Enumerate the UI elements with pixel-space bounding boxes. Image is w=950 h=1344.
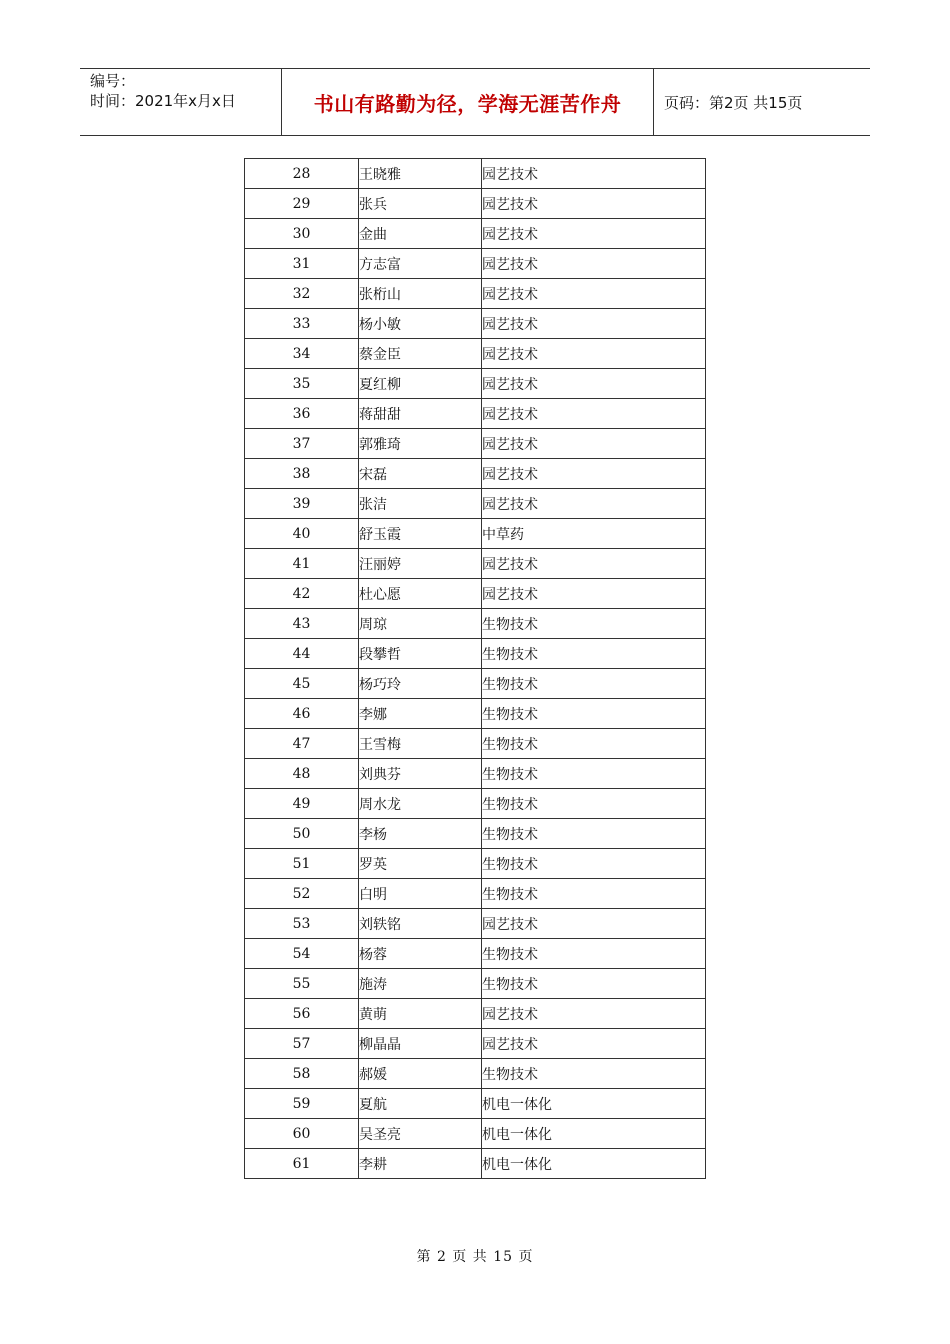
row-number-cell: 42	[245, 579, 359, 609]
table-row	[245, 159, 706, 189]
major-cell: 园艺技术	[482, 189, 706, 219]
major-cell: 生物技术	[482, 729, 706, 759]
student-name-cell: 夏航	[359, 1089, 482, 1119]
row-number-cell: 61	[245, 1149, 359, 1179]
page-footer: 第 2 页 共 15 页	[416, 1249, 534, 1265]
row-number-cell: 43	[245, 609, 359, 639]
major-cell: 园艺技术	[482, 459, 706, 489]
page-header	[80, 68, 870, 136]
major-cell: 机电一体化	[482, 1149, 706, 1179]
row-number-cell: 29	[245, 189, 359, 219]
row-number-cell: 41	[245, 549, 359, 579]
table-row	[245, 909, 706, 939]
header-motto: 书山有路勤为径，学海无涯苦作舟	[282, 69, 654, 135]
row-number-cell: 38	[245, 459, 359, 489]
student-name-cell: 金曲	[359, 219, 482, 249]
student-name-cell: 刘轶铭	[359, 909, 482, 939]
row-number-cell: 31	[245, 249, 359, 279]
row-number-cell: 52	[245, 879, 359, 909]
row-number-cell: 55	[245, 969, 359, 999]
row-number-cell: 49	[245, 789, 359, 819]
table-row	[245, 489, 706, 519]
student-name-cell: 宋磊	[359, 459, 482, 489]
major-cell: 生物技术	[482, 669, 706, 699]
table-row	[245, 729, 706, 759]
table-row	[245, 939, 706, 969]
major-cell: 园艺技术	[482, 579, 706, 609]
student-name-cell: 李娜	[359, 699, 482, 729]
major-cell: 园艺技术	[482, 279, 706, 309]
major-cell: 园艺技术	[482, 219, 706, 249]
row-number-cell: 32	[245, 279, 359, 309]
table-row	[245, 579, 706, 609]
student-name-cell: 杜心愿	[359, 579, 482, 609]
table-row	[245, 849, 706, 879]
row-number-cell: 47	[245, 729, 359, 759]
table-row	[245, 999, 706, 1029]
student-name-cell: 黄萌	[359, 999, 482, 1029]
student-name-cell: 罗英	[359, 849, 482, 879]
student-name-cell: 段攀哲	[359, 639, 482, 669]
row-number-cell: 39	[245, 489, 359, 519]
header-page-indicator: 页码：第2页 共15页	[664, 93, 803, 112]
table-row	[245, 879, 706, 909]
table-row	[245, 669, 706, 699]
major-cell: 园艺技术	[482, 159, 706, 189]
student-name-cell: 施涛	[359, 969, 482, 999]
major-cell: 园艺技术	[482, 489, 706, 519]
table-row	[245, 1119, 706, 1149]
roster-body	[245, 159, 706, 1179]
row-number-cell: 57	[245, 1029, 359, 1059]
table-row	[245, 309, 706, 339]
table-row	[245, 609, 706, 639]
major-cell: 生物技术	[482, 939, 706, 969]
student-name-cell: 张兵	[359, 189, 482, 219]
row-number-cell: 53	[245, 909, 359, 939]
row-number-cell: 40	[245, 519, 359, 549]
student-name-cell: 王雪梅	[359, 729, 482, 759]
major-cell: 生物技术	[482, 819, 706, 849]
student-name-cell: 杨蓉	[359, 939, 482, 969]
major-cell: 机电一体化	[482, 1089, 706, 1119]
row-number-cell: 54	[245, 939, 359, 969]
student-name-cell: 刘典芬	[359, 759, 482, 789]
student-name-cell: 吴圣亮	[359, 1119, 482, 1149]
student-name-cell: 方志富	[359, 249, 482, 279]
major-cell: 园艺技术	[482, 999, 706, 1029]
student-name-cell: 李耕	[359, 1149, 482, 1179]
table-row	[245, 219, 706, 249]
table-row	[245, 549, 706, 579]
row-number-cell: 28	[245, 159, 359, 189]
row-number-cell: 56	[245, 999, 359, 1029]
table-row	[245, 1149, 706, 1179]
row-number-cell: 46	[245, 699, 359, 729]
student-name-cell: 蒋甜甜	[359, 399, 482, 429]
major-cell: 生物技术	[482, 1059, 706, 1089]
row-number-cell: 59	[245, 1089, 359, 1119]
major-cell: 生物技术	[482, 969, 706, 999]
row-number-cell: 33	[245, 309, 359, 339]
student-name-cell: 白明	[359, 879, 482, 909]
student-name-cell: 夏红柳	[359, 369, 482, 399]
student-name-cell: 王晓雅	[359, 159, 482, 189]
major-cell: 生物技术	[482, 639, 706, 669]
student-name-cell: 郝媛	[359, 1059, 482, 1089]
major-cell: 园艺技术	[482, 399, 706, 429]
major-cell: 生物技术	[482, 789, 706, 819]
row-number-cell: 60	[245, 1119, 359, 1149]
student-roster-table	[244, 158, 706, 1179]
student-name-cell: 杨小敏	[359, 309, 482, 339]
table-row	[245, 189, 706, 219]
major-cell: 园艺技术	[482, 1029, 706, 1059]
student-name-cell: 蔡金臣	[359, 339, 482, 369]
table-row	[245, 789, 706, 819]
table-row	[245, 699, 706, 729]
table-row	[245, 369, 706, 399]
major-cell: 生物技术	[482, 849, 706, 879]
student-name-cell: 张桁山	[359, 279, 482, 309]
major-cell: 生物技术	[482, 699, 706, 729]
table-row	[245, 759, 706, 789]
student-name-cell: 柳晶晶	[359, 1029, 482, 1059]
major-cell: 中草药	[482, 519, 706, 549]
table-row	[245, 249, 706, 279]
student-name-cell: 郭雅琦	[359, 429, 482, 459]
table-row	[245, 429, 706, 459]
student-name-cell: 杨巧玲	[359, 669, 482, 699]
table-row	[245, 1029, 706, 1059]
row-number-cell: 35	[245, 369, 359, 399]
table-row	[245, 819, 706, 849]
major-cell: 机电一体化	[482, 1119, 706, 1149]
major-cell: 园艺技术	[482, 309, 706, 339]
major-cell: 园艺技术	[482, 429, 706, 459]
header-meta	[80, 69, 282, 135]
row-number-cell: 37	[245, 429, 359, 459]
document-number-label: 编号：	[90, 72, 136, 90]
student-name-cell: 张洁	[359, 489, 482, 519]
major-cell: 园艺技术	[482, 909, 706, 939]
row-number-cell: 36	[245, 399, 359, 429]
table-row	[245, 339, 706, 369]
document-time-label: 时间：2021年x月x日	[90, 92, 236, 110]
student-name-cell: 李杨	[359, 819, 482, 849]
student-name-cell: 周水龙	[359, 789, 482, 819]
major-cell: 园艺技术	[482, 369, 706, 399]
row-number-cell: 51	[245, 849, 359, 879]
student-name-cell: 舒玉霞	[359, 519, 482, 549]
table-row	[245, 459, 706, 489]
table-row	[245, 969, 706, 999]
row-number-cell: 48	[245, 759, 359, 789]
major-cell: 园艺技术	[482, 339, 706, 369]
row-number-cell: 44	[245, 639, 359, 669]
row-number-cell: 45	[245, 669, 359, 699]
row-number-cell: 58	[245, 1059, 359, 1089]
table-row	[245, 1059, 706, 1089]
major-cell: 园艺技术	[482, 249, 706, 279]
major-cell: 生物技术	[482, 609, 706, 639]
row-number-cell: 34	[245, 339, 359, 369]
major-cell: 生物技术	[482, 879, 706, 909]
table-row	[245, 279, 706, 309]
table-row	[245, 639, 706, 669]
row-number-cell: 30	[245, 219, 359, 249]
row-number-cell: 50	[245, 819, 359, 849]
major-cell: 生物技术	[482, 759, 706, 789]
student-name-cell: 汪丽婷	[359, 549, 482, 579]
table-row	[245, 519, 706, 549]
major-cell: 园艺技术	[482, 549, 706, 579]
table-row	[245, 399, 706, 429]
table-row	[245, 1089, 706, 1119]
student-name-cell: 周琼	[359, 609, 482, 639]
